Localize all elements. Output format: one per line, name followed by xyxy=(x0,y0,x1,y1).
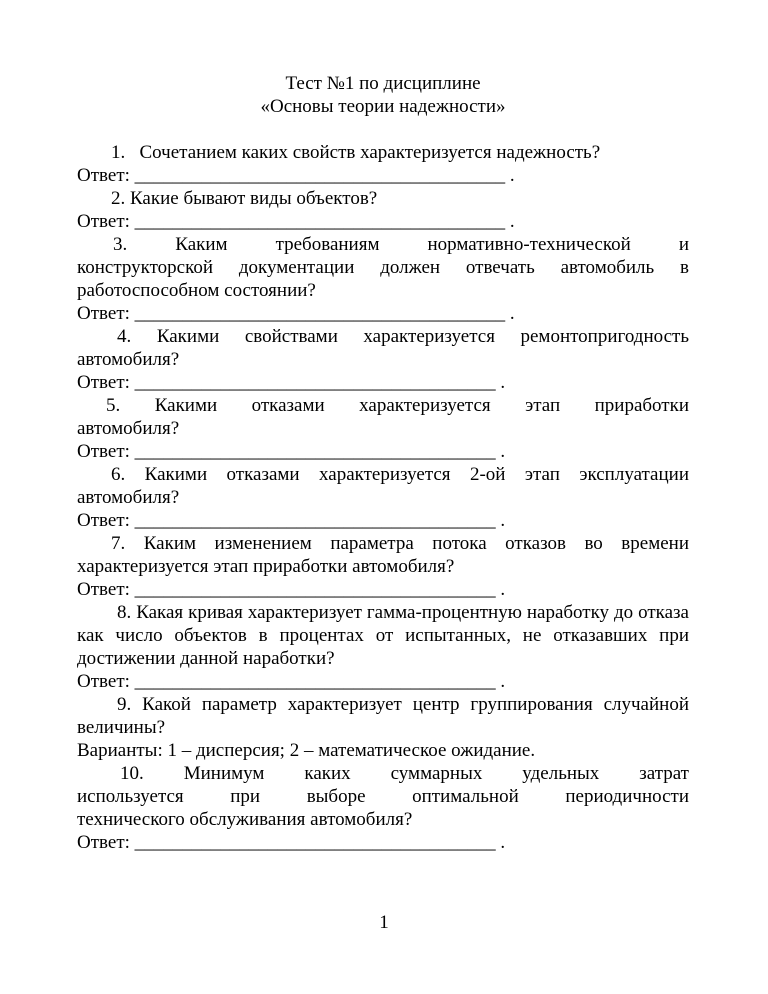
document-page xyxy=(77,72,689,854)
answer-9-variants: Варианты: 1 – дисперсия; 2 – математическое ожидание. xyxy=(77,740,536,761)
question-6: 6. Какими отказами характеризуется 2-ой этап эксплуатации автомобиля? xyxy=(77,464,689,508)
question-5-rest: автомобиля? xyxy=(77,418,180,439)
question-10 xyxy=(77,762,689,831)
answer-8: Ответ: ______________________________________ . xyxy=(77,671,506,692)
question-5 xyxy=(77,394,689,440)
question-7: 7. Каким изменением параметра потока отказов во времени характеризуется этап приработки автомобиля? xyxy=(77,533,689,577)
question-9: 9. Какой параметр характеризует центр группирования случайной величины? xyxy=(77,694,689,738)
answer-3: Ответ: _______________________________________ . xyxy=(77,303,515,324)
page-number: 1 xyxy=(379,912,389,933)
question-2: 2. Какие бывают виды объектов? xyxy=(111,188,378,209)
question-10-rest: технического обслуживания автомобиля? xyxy=(77,809,413,830)
title-line-1: Тест №1 по дисциплине xyxy=(285,73,481,94)
answer-2: Ответ: _______________________________________ . xyxy=(77,211,515,232)
question-4: 4. Какими свойствами характеризуется ремонтопригодность автомобиля? xyxy=(77,326,689,370)
answer-1: Ответ: _______________________________________ . xyxy=(77,165,515,186)
question-10-line-1: 10. Минимум каких суммарных удельных затрат xyxy=(120,763,689,784)
question-10-line-2: используется при выборе оптимальной периодичности xyxy=(77,786,689,807)
question-3-line-1: 3. Каким требованиям нормативно-технической и xyxy=(113,234,689,255)
question-5-line-1: 5. Какими отказами характеризуется этап приработки xyxy=(106,395,689,416)
question-3-rest: конструкторской документации должен отвечать автомобиль в работоспособном состоянии? xyxy=(77,257,689,301)
title-line-2: «Основы теории надежности» xyxy=(260,96,506,117)
answer-5: Ответ: ______________________________________ . xyxy=(77,441,506,462)
question-1-number: 1. xyxy=(111,142,126,163)
question-1-text: Сочетанием каких свойств характеризуется надежность? xyxy=(139,142,601,163)
answer-7: Ответ: ______________________________________ . xyxy=(77,579,506,600)
question-8: 8. Какая кривая характеризует гамма-процентную наработку до отказа как число объектов в процентах от испытанных, не отказавших при достижении данной наработки? xyxy=(77,602,689,669)
answer-10: Ответ: ______________________________________ . xyxy=(77,832,506,853)
question-3 xyxy=(77,233,689,302)
answer-6: Ответ: ______________________________________ . xyxy=(77,510,506,531)
answer-4: Ответ: ______________________________________ . xyxy=(77,372,506,393)
page-title xyxy=(77,72,689,118)
question-1 xyxy=(77,141,689,164)
